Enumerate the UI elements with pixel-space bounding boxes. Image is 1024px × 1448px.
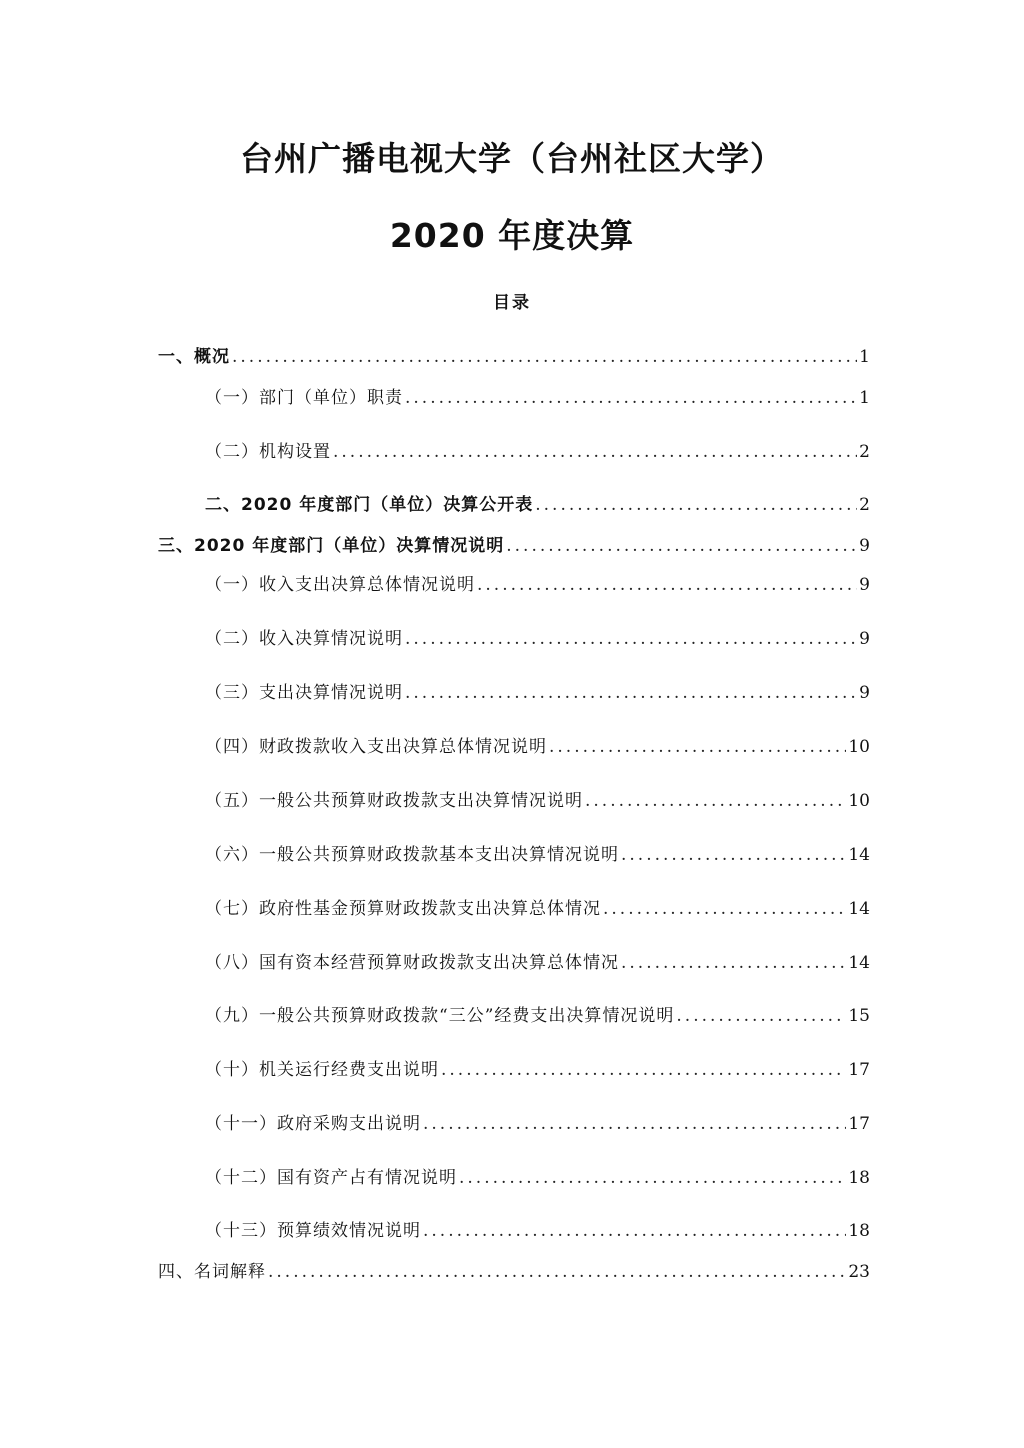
toc-item-text: 一、概况 [158, 347, 230, 367]
toc-leader-dots [441, 1057, 846, 1083]
toc-item-text: （三）支出决算情况说明 [205, 683, 403, 703]
toc-item-income[interactable] [205, 626, 870, 652]
toc-item-text: （二）收入决算情况说明 [205, 629, 403, 649]
toc-item-text: （十二）国有资产占有情况说明 [205, 1168, 457, 1188]
toc-page-number: 1 [859, 347, 870, 367]
toc-item-government-procurement[interactable] [205, 1111, 870, 1137]
toc-heading: 目录 [493, 293, 531, 313]
toc-item-operating-expenses[interactable] [205, 1057, 870, 1083]
toc-page-number: 10 [848, 737, 870, 757]
toc-leader-dots [477, 572, 857, 598]
toc-page-number: 2 [859, 442, 870, 462]
toc-item-general-budget-expenditure[interactable] [205, 788, 870, 814]
toc-page-number: 9 [859, 683, 870, 703]
toc-item-text: （一）收入支出决算总体情况说明 [205, 575, 475, 595]
toc-leader-dots [405, 626, 857, 652]
toc-item-income-expenditure-overall[interactable] [205, 572, 870, 598]
toc-page-number: 18 [848, 1221, 870, 1241]
toc-page-number: 1 [859, 388, 870, 408]
toc-page-number: 9 [859, 575, 870, 595]
toc-page-number: 23 [848, 1262, 870, 1282]
toc-leader-dots [405, 680, 857, 706]
toc-page-number: 2 [859, 495, 870, 515]
toc-item-text: 三、2020 年度部门（单位）决算情况说明 [158, 536, 505, 556]
toc-leader-dots [585, 788, 846, 814]
toc-item-three-public-expenses[interactable] [205, 1003, 870, 1029]
toc-item-budget-performance[interactable] [205, 1218, 870, 1244]
toc-leader-dots [333, 439, 857, 465]
toc-page-number: 17 [848, 1060, 870, 1080]
toc-item-organization[interactable] [205, 439, 870, 465]
toc-item-text: （十一）政府采购支出说明 [205, 1114, 421, 1134]
toc-item-text: （二）机构设置 [205, 442, 331, 462]
toc-page-number: 14 [848, 899, 870, 919]
toc-item-general-budget-basic-expenditure[interactable] [205, 842, 870, 868]
toc-item-text: （十）机关运行经费支出说明 [205, 1060, 439, 1080]
toc-page-number: 15 [848, 1006, 870, 1026]
toc-page-number: 10 [848, 791, 870, 811]
toc-leader-dots [549, 734, 846, 760]
toc-item-text: （六）一般公共预算财政拨款基本支出决算情况说明 [205, 845, 619, 865]
toc-item-government-fund-budget[interactable] [205, 896, 870, 922]
toc-leader-dots [423, 1218, 846, 1244]
toc-item-text: （九）一般公共预算财政拨款“三公”经费支出决算情况说明 [205, 1006, 675, 1026]
toc-page-number: 18 [848, 1168, 870, 1188]
toc-item-glossary[interactable] [158, 1259, 870, 1285]
toc-item-final-accounts-tables[interactable] [205, 492, 870, 518]
document-title-line2: 2020 年度决算 [389, 216, 635, 255]
toc-item-text: （七）政府性基金预算财政拨款支出决算总体情况 [205, 899, 601, 919]
toc-page-number: 14 [848, 845, 870, 865]
toc-item-text: （八）国有资本经营预算财政拨款支出决算总体情况 [205, 953, 619, 973]
toc-item-state-capital-budget[interactable] [205, 950, 870, 976]
toc-leader-dots [676, 1003, 846, 1029]
toc-item-state-assets[interactable] [205, 1165, 870, 1191]
toc-item-text: 四、名词解释 [158, 1262, 266, 1282]
toc-item-text: 二、2020 年度部门（单位）决算公开表 [205, 495, 534, 515]
toc-item-text: （十三）预算绩效情况说明 [205, 1221, 421, 1241]
toc-leader-dots [535, 492, 857, 518]
toc-leader-dots [268, 1259, 846, 1285]
toc-leader-dots [621, 950, 846, 976]
toc-leader-dots [506, 533, 857, 559]
toc-item-final-accounts-explanation[interactable] [158, 533, 870, 559]
toc-item-expenditure[interactable] [205, 680, 870, 706]
toc-page-number: 9 [859, 536, 870, 556]
toc-leader-dots [405, 385, 857, 411]
toc-leader-dots [459, 1165, 846, 1191]
toc-item-text: （一）部门（单位）职责 [205, 388, 403, 408]
toc-item-overview[interactable] [158, 344, 870, 370]
toc-leader-dots [423, 1111, 846, 1137]
toc-item-text: （五）一般公共预算财政拨款支出决算情况说明 [205, 791, 583, 811]
toc-item-fiscal-appropriation-overall[interactable] [205, 734, 870, 760]
toc-page-number: 17 [848, 1114, 870, 1134]
toc-page-number: 14 [848, 953, 870, 973]
toc-leader-dots [232, 344, 857, 370]
toc-page-number: 9 [859, 629, 870, 649]
document-title-line1: 台州广播电视大学（台州社区大学） [240, 139, 784, 178]
toc-leader-dots [621, 842, 846, 868]
toc-item-text: （四）财政拨款收入支出决算总体情况说明 [205, 737, 547, 757]
toc-leader-dots [603, 896, 846, 922]
toc-item-responsibilities[interactable] [205, 385, 870, 411]
